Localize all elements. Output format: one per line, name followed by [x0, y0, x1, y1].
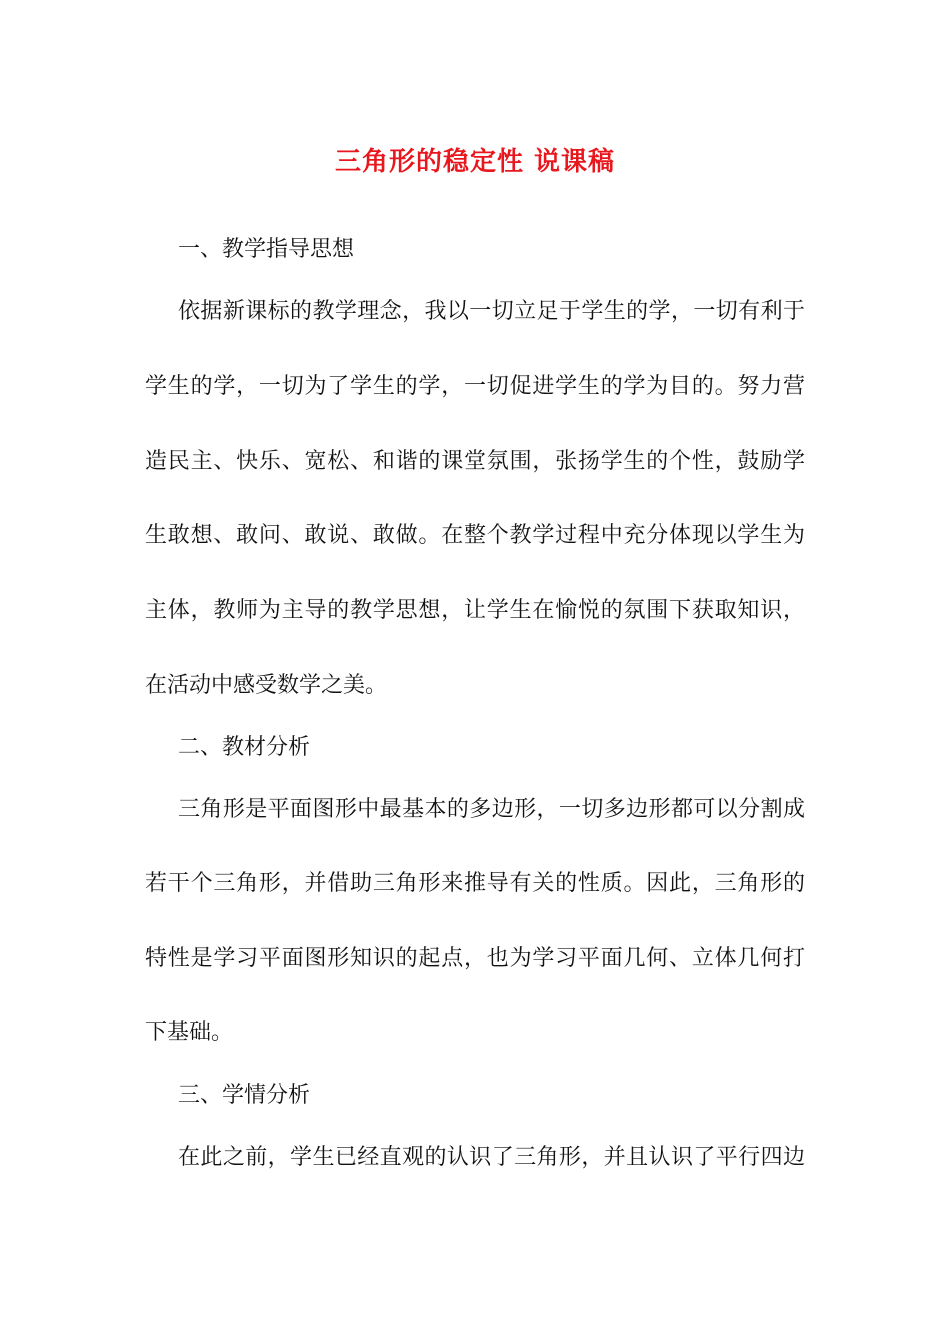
paragraph-line: 下基础。: [145, 1020, 234, 1045]
document-title: 三角形的稳定性 说课稿: [334, 147, 616, 177]
paragraph-line: 若干个三角形，并借助三角形来推导有关的性质。因此，三角形的: [145, 871, 805, 896]
paragraph-line: 特性是学习平面图形知识的起点，也为学习平面几何、立体几何打: [145, 946, 805, 971]
paragraph-line: 在此之前，学生已经直观的认识了三角形，并且认识了平行四边: [178, 1145, 805, 1170]
paragraph-line: 依据新课标的教学理念，我以一切立足于学生的学，一切有利于: [178, 299, 805, 324]
section-heading-learner-analysis: 三、学情分析: [178, 1083, 311, 1108]
paragraph-line: 造民主、快乐、宽松、和谐的课堂氛围，张扬学生的个性，鼓励学: [145, 449, 805, 474]
section-heading-guiding-ideas: 一、教学指导思想: [178, 237, 355, 262]
section-heading-textbook-analysis: 二、教材分析: [178, 735, 311, 760]
paragraph-line: 三角形是平面图形中最基本的多边形，一切多边形都可以分割成: [178, 797, 805, 822]
paragraph-line: 生敢想、敢问、敢说、敢做。在整个教学过程中充分体现以学生为: [145, 523, 805, 548]
paragraph-line: 主体，教师为主导的教学思想，让学生在愉悦的氛围下获取知识，: [145, 598, 805, 623]
paragraph-line: 在活动中感受数学之美。: [145, 673, 388, 698]
paragraph-line: 学生的学，一切为了学生的学，一切促进学生的学为目的。努力营: [145, 374, 805, 399]
